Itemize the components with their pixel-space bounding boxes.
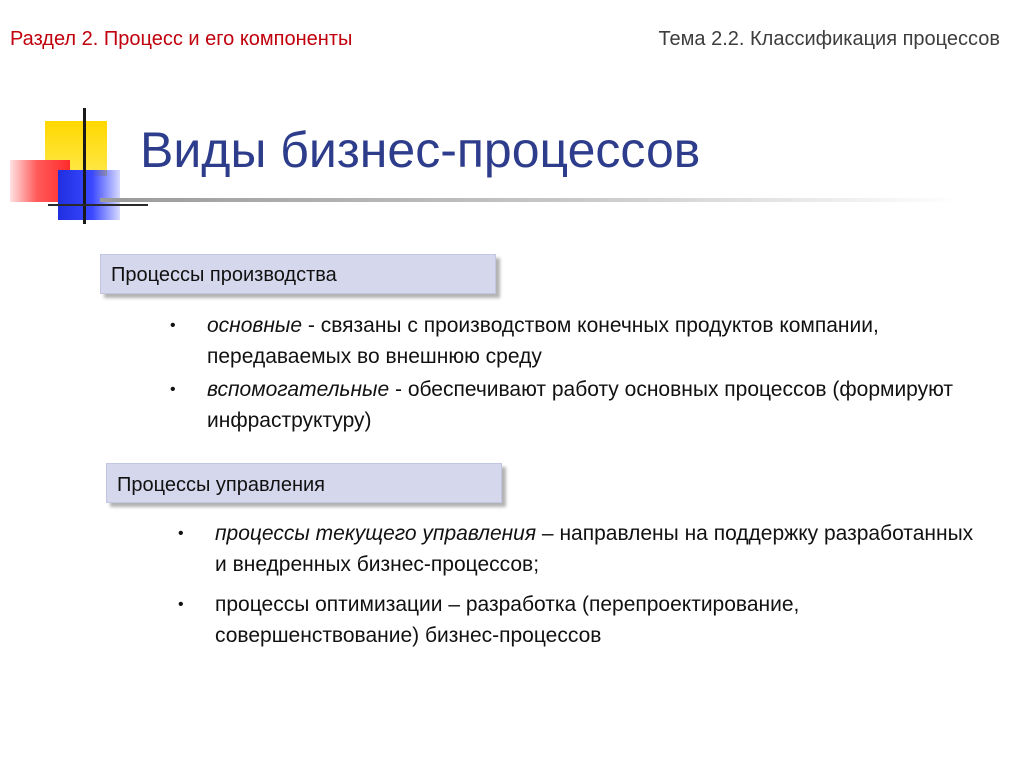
slide-title: Виды бизнес-процессов <box>140 122 701 178</box>
management-processes-heading: Процессы управления <box>106 463 502 503</box>
decorative-squares <box>0 100 160 230</box>
bullet: • <box>178 596 184 613</box>
horizontal-line <box>48 204 148 206</box>
list-item <box>178 589 978 651</box>
topic-header: Тема 2.2. Классификация процессов <box>658 28 1000 50</box>
list-item <box>178 518 978 580</box>
item-term: вспомогательные <box>207 378 390 401</box>
blue-square <box>58 170 120 220</box>
item-text: - связаны с производством конечных продуктов компании, передаваемых во внешнюю среду <box>207 314 879 368</box>
item-term: процессы текущего управления <box>215 522 537 545</box>
bullet: • <box>178 525 184 542</box>
management-processes-list <box>178 518 978 651</box>
vertical-line <box>83 108 86 224</box>
item-text: процессы оптимизации – разработка (перепроектирование, совершенствование) бизнес-процессов <box>215 593 800 647</box>
item-term: основные <box>207 314 303 337</box>
bullet: • <box>170 317 176 334</box>
bullet: • <box>170 381 176 398</box>
item-text: - обеспечивают работу основных процессов (формируют инфраструктуру) <box>207 378 954 432</box>
list-item <box>170 374 970 436</box>
production-processes-list <box>170 310 970 436</box>
title-underline <box>100 198 960 202</box>
section-header: Раздел 2. Процесс и его компоненты <box>10 28 353 50</box>
production-processes-heading: Процессы производства <box>100 254 496 294</box>
item-text: – направлены на поддержку разработанных и внедренных бизнес-процессов; <box>215 522 974 576</box>
list-item <box>170 310 970 372</box>
